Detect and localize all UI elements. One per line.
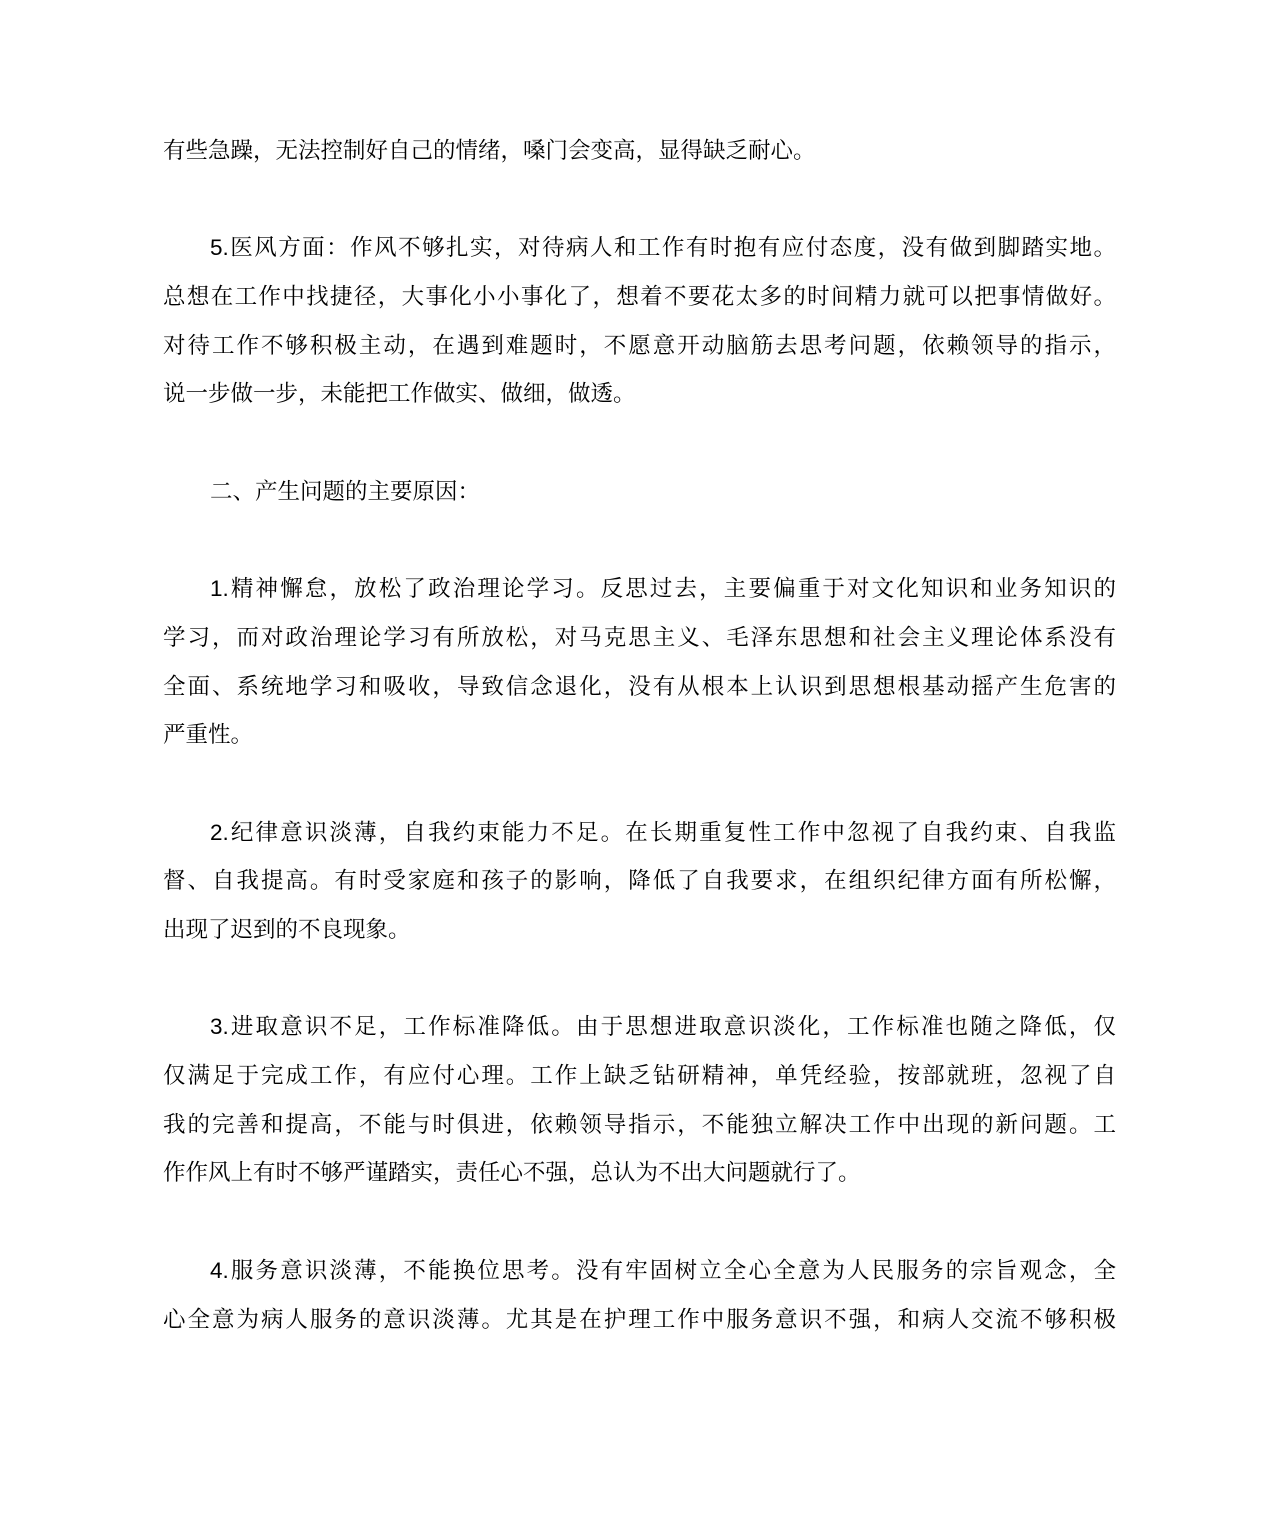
paragraph-cause3-low-standards bbox=[163, 1003, 1116, 1198]
text-line: 5.医风方面：作风不够扎实，对待病人和工作有时抱有应付态度，没有做到脚踏实地。 bbox=[210, 235, 1116, 261]
paragraph-continuation-impatience bbox=[163, 127, 1116, 176]
text-line: 学习，而对政治理论学习有所放松，对马克思主义、毛泽东思想和社会主义理论体系没有 bbox=[163, 624, 1116, 650]
text-line: 对待工作不够积极主动，在遇到难题时，不愿意开动脑筋去思考问题，依赖领导的指示， bbox=[163, 332, 1116, 358]
paragraph-cause1-slack-spirit bbox=[163, 565, 1116, 760]
text-line: 4.服务意识淡薄，不能换位思考。没有牢固树立全心全意为人民服务的宗旨观念，全 bbox=[210, 1257, 1116, 1283]
text-line: 我的完善和提高，不能与时俱进，依赖领导指示，不能独立解决工作中出现的新问题。工 bbox=[163, 1111, 1116, 1137]
text-line: 出现了迟到的不良现象。 bbox=[163, 917, 411, 942]
paragraph-cause4-weak-service bbox=[163, 1247, 1116, 1344]
text-line: 3.进取意识不足，工作标准降低。由于思想进取意识淡化，工作标准也随之降低，仅 bbox=[210, 1014, 1116, 1040]
text-line: 2.纪律意识淡薄，自我约束能力不足。在长期重复性工作中忽视了自我约束、自我监 bbox=[210, 819, 1116, 845]
text-line: 1.精神懈怠，放松了政治理论学习。反思过去，主要偏重于对文化知识和业务知识的 bbox=[210, 576, 1116, 602]
paragraph-item5-medical-conduct bbox=[163, 224, 1116, 419]
text-line: 全面、系统地学习和吸收，导致信念退化，没有从根本上认识到思想根基动摇产生危害的 bbox=[163, 673, 1116, 699]
text-line: 二、产生问题的主要原因： bbox=[210, 478, 481, 504]
text-line: 心全意为病人服务的意识淡薄。尤其是在护理工作中服务意识不强，和病人交流不够积极 bbox=[163, 1306, 1116, 1332]
text-line: 作作风上有时不够严谨踏实，责任心不强，总认为不出大问题就行了。 bbox=[163, 1160, 861, 1186]
text-line: 有些急躁，无法控制好自己的情绪，嗓门会变高，显得缺乏耐心。 bbox=[163, 138, 816, 163]
document-body bbox=[163, 127, 1116, 1344]
text-line: 督、自我提高。有时受家庭和孩子的影响，降低了自我要求，在组织纪律方面有所松懈， bbox=[163, 868, 1116, 894]
text-line: 说一步做一步，未能把工作做实、做细，做透。 bbox=[163, 381, 636, 407]
heading-section-2-main-causes bbox=[163, 468, 1116, 517]
text-line: 总想在工作中找捷径，大事化小小事化了，想着不要花太多的时间精力就可以把事情做好。 bbox=[163, 284, 1116, 310]
text-line: 严重性。 bbox=[163, 722, 254, 748]
text-line: 仅满足于完成工作，有应付心理。工作上缺乏钻研精神，单凭经验，按部就班，忽视了自 bbox=[163, 1063, 1116, 1089]
paragraph-cause2-weak-discipline bbox=[163, 809, 1116, 955]
